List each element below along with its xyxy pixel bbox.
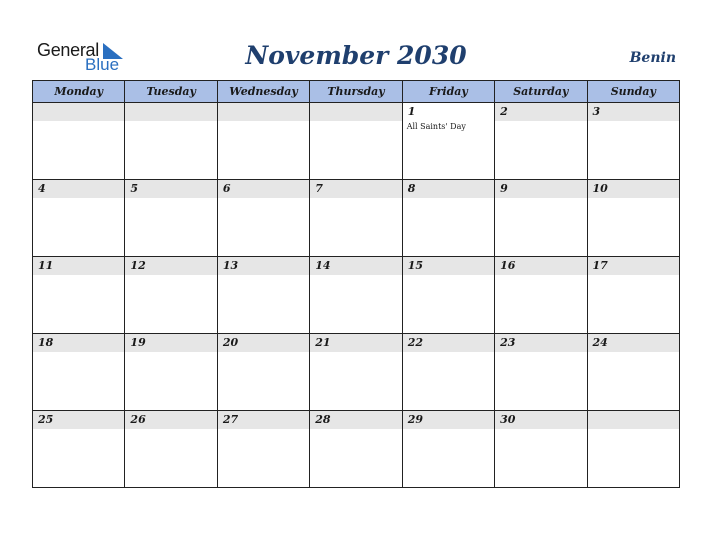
day-band [495, 411, 586, 429]
day-number: 8 [407, 182, 416, 195]
day-band [310, 180, 401, 198]
day-number: 22 [407, 336, 423, 349]
calendar-grid [32, 80, 680, 488]
day-band [588, 103, 679, 121]
day-cell [310, 103, 402, 180]
day-band [218, 334, 309, 352]
day-cell [310, 257, 402, 334]
day-band [218, 257, 309, 275]
day-number: 28 [315, 413, 331, 426]
day-band [588, 180, 679, 198]
day-cell [33, 180, 125, 257]
day-cell [310, 334, 402, 411]
day-number: 26 [130, 413, 146, 426]
day-number: 10 [592, 182, 608, 195]
day-band [33, 334, 124, 352]
day-cell [217, 103, 309, 180]
day-cell [310, 180, 402, 257]
day-number: 19 [130, 336, 146, 349]
day-band [125, 257, 216, 275]
day-band [33, 411, 124, 429]
weekday-header: Saturday [495, 81, 587, 103]
day-number: 14 [315, 259, 331, 272]
week-row [33, 103, 680, 180]
day-band [125, 180, 216, 198]
day-band [310, 257, 401, 275]
day-band [403, 180, 494, 198]
day-band [310, 411, 401, 429]
day-number: 23 [500, 336, 516, 349]
day-number: 17 [592, 259, 608, 272]
weekday-header: Thursday [310, 81, 402, 103]
day-number: 4 [38, 182, 46, 195]
day-band [218, 411, 309, 429]
day-band [588, 334, 679, 352]
day-number: 15 [407, 259, 423, 272]
day-cell [33, 334, 125, 411]
day-cell [402, 257, 494, 334]
day-cell [495, 180, 587, 257]
day-number: 3 [592, 105, 601, 118]
day-cell [402, 334, 494, 411]
day-cell [587, 334, 679, 411]
day-cell [33, 257, 125, 334]
day-cell [125, 411, 217, 488]
day-band [403, 411, 494, 429]
country-name: Benin [629, 50, 676, 66]
day-cell [125, 334, 217, 411]
day-band [33, 257, 124, 275]
day-number: 24 [592, 336, 608, 349]
day-cell [495, 334, 587, 411]
day-number: 13 [222, 259, 239, 272]
day-cell [125, 180, 217, 257]
day-band [125, 103, 216, 121]
day-band [495, 180, 586, 198]
holiday-label: All Saints' Day [406, 122, 466, 131]
day-cell [587, 411, 679, 488]
day-cell [33, 103, 125, 180]
day-cell [33, 411, 125, 488]
day-band [495, 334, 586, 352]
day-band [495, 257, 586, 275]
day-number: 25 [38, 413, 54, 426]
day-cell [587, 103, 679, 180]
weekday-header: Tuesday [125, 81, 217, 103]
day-band [403, 257, 494, 275]
calendar-title: November 2030 [245, 41, 467, 70]
day-cell [587, 257, 679, 334]
day-cell [217, 411, 309, 488]
day-band [495, 103, 586, 121]
day-cell [217, 180, 309, 257]
week-row [33, 257, 680, 334]
weekday-header: Wednesday [217, 81, 309, 103]
day-cell [125, 103, 217, 180]
weekday-header: Monday [33, 81, 125, 103]
day-number: 11 [38, 259, 54, 272]
day-cell [125, 257, 217, 334]
day-number: 7 [315, 182, 323, 195]
day-cell [217, 334, 309, 411]
day-band [218, 103, 309, 121]
day-cell [402, 180, 494, 257]
day-cell [495, 257, 587, 334]
day-band [33, 103, 124, 121]
day-band [403, 103, 494, 121]
day-cell [587, 180, 679, 257]
day-number: 6 [222, 182, 231, 195]
weekday-header: Sunday [587, 81, 679, 103]
day-band [125, 334, 216, 352]
day-band [403, 334, 494, 352]
day-number: 12 [130, 259, 146, 272]
day-band [310, 334, 401, 352]
day-band [310, 103, 401, 121]
day-cell [217, 257, 309, 334]
day-number: 1 [407, 105, 416, 118]
day-band [588, 411, 679, 429]
day-cell [402, 103, 494, 180]
logo-word-blue: Blue [85, 55, 120, 74]
day-number: 20 [222, 336, 239, 349]
day-number: 5 [130, 182, 139, 195]
day-cell [310, 411, 402, 488]
day-number: 30 [500, 413, 516, 426]
day-number: 27 [222, 413, 239, 426]
day-number: 16 [500, 259, 516, 272]
day-number: 9 [500, 182, 508, 195]
day-band [125, 411, 216, 429]
day-band [218, 180, 309, 198]
weekday-header-row [33, 81, 680, 103]
weekday-header: Friday [402, 81, 494, 103]
week-row [33, 411, 680, 488]
day-cell [495, 411, 587, 488]
day-band [588, 257, 679, 275]
logo-word-general: General [37, 40, 99, 60]
day-cell [495, 103, 587, 180]
day-number: 29 [407, 413, 423, 426]
day-number: 18 [38, 336, 54, 349]
week-row [33, 334, 680, 411]
day-number: 21 [315, 336, 331, 349]
day-band [33, 180, 124, 198]
day-number: 2 [500, 105, 508, 118]
week-row [33, 180, 680, 257]
day-cell [402, 411, 494, 488]
